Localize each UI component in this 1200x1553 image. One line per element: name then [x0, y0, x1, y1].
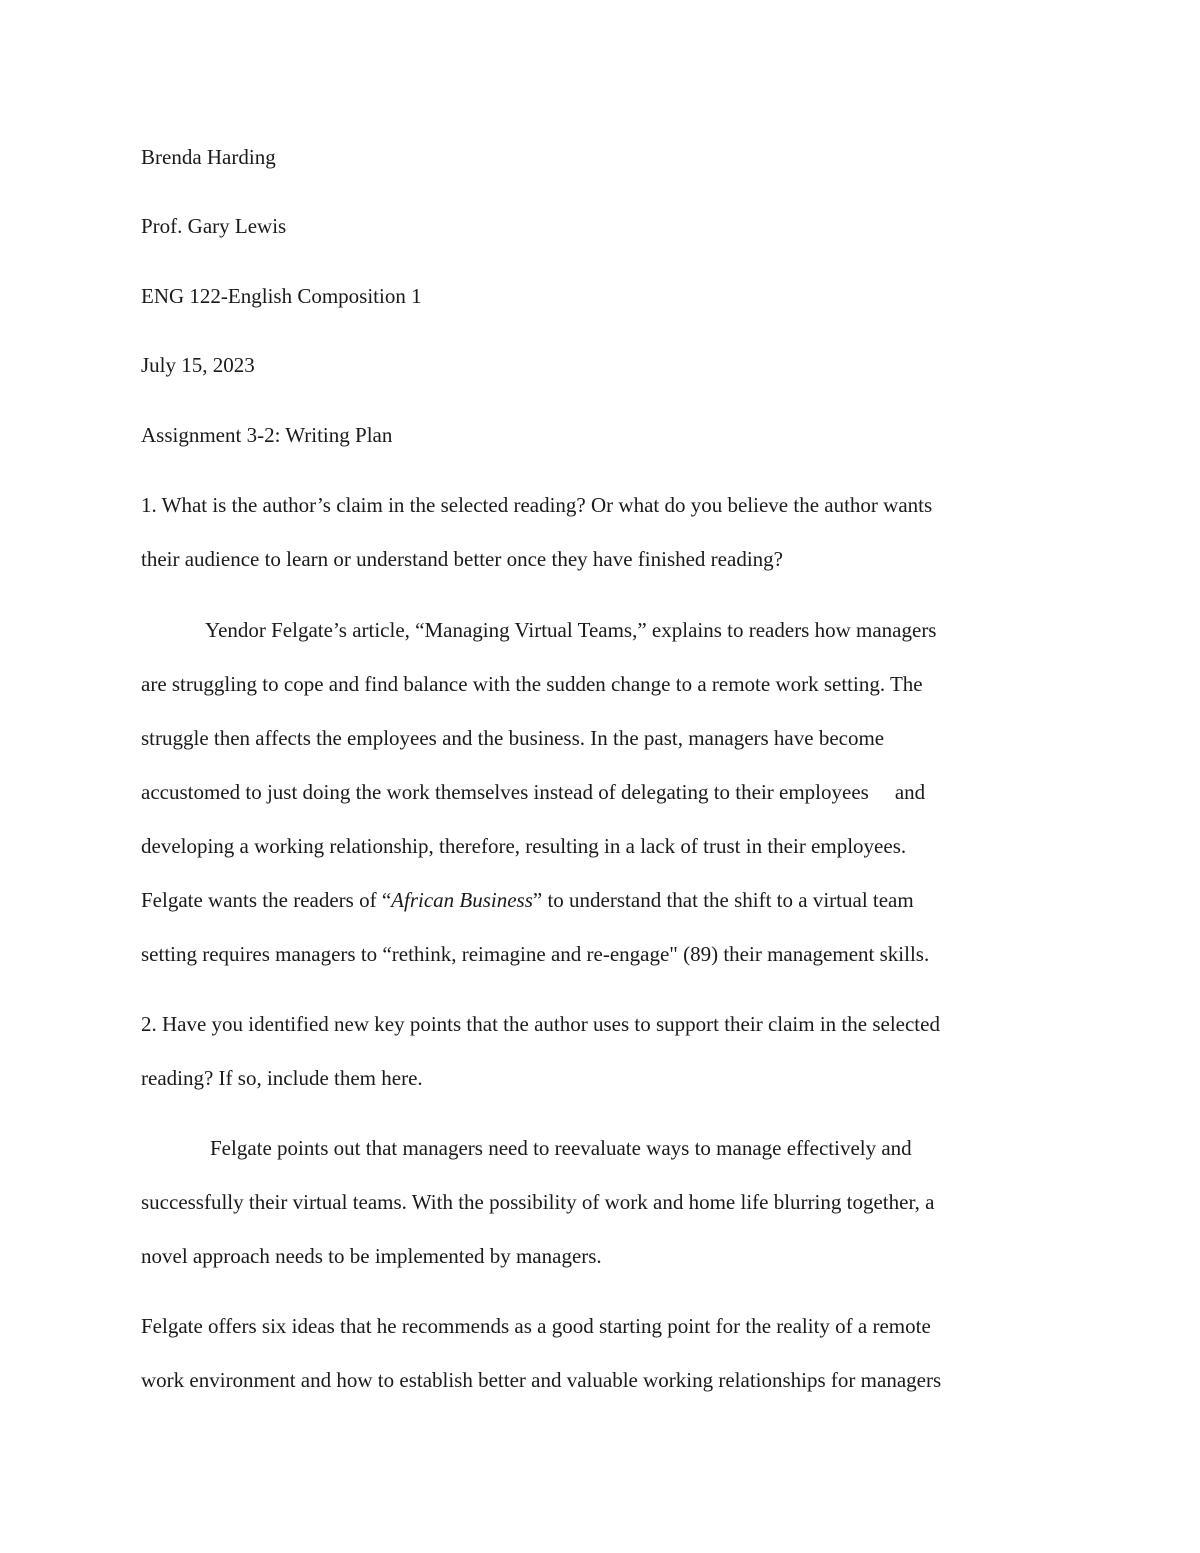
question-1-line: 1. What is the author’s claim in the selected reading? Or what do you believe the author wants	[141, 493, 933, 517]
assignment-title: Assignment 3-2: Writing Plan	[141, 423, 393, 447]
answer-2-line: successfully their virtual teams. With the possibility of work and home life blurring together, a	[141, 1190, 935, 1214]
answer-1-line: are struggling to cope and find balance with the sudden change to a remote work setting. The	[141, 672, 923, 696]
professor-name: Prof. Gary Lewis	[141, 214, 287, 238]
question-1-line: their audience to learn or understand better once they have finished reading?	[141, 547, 783, 571]
answer-1-line	[141, 888, 914, 912]
answer-1-line: struggle then affects the employees and the business. In the past, managers have become	[141, 726, 885, 750]
answer-1-text: and	[894, 780, 926, 804]
answer-3-line: Felgate offers six ideas that he recommends as a good starting point for the reality of a remote	[141, 1314, 931, 1338]
publication-title: African Business	[391, 888, 533, 912]
date: July 15, 2023	[141, 353, 255, 377]
answer-1-text: Felgate wants the readers of “	[141, 888, 392, 912]
answer-1-line: developing a working relationship, therefore, resulting in a lack of trust in their employees.	[141, 834, 907, 858]
answer-2-line: novel approach needs to be implemented by managers.	[141, 1244, 602, 1268]
answer-1-text: ” to understand that the shift to a virtual team	[532, 888, 914, 912]
question-2-line: 2. Have you identified new key points that the author uses to support their claim in the selected	[141, 1012, 940, 1036]
question-2-line: reading? If so, include them here.	[141, 1066, 423, 1090]
answer-1-line: setting requires managers to “rethink, reimagine and re-engage" (89) their management skills.	[141, 942, 930, 966]
student-name: Brenda Harding	[141, 145, 276, 169]
answer-1-text: accustomed to just doing the work themselves instead of delegating to their employees	[141, 780, 869, 804]
answer-1-line: Yendor Felgate’s article, “Managing Virtual Teams,” explains to readers how managers	[205, 618, 937, 642]
answer-2-line: Felgate points out that managers need to reevaluate ways to manage effectively and	[210, 1136, 912, 1160]
course-name: ENG 122-English Composition 1	[141, 284, 422, 308]
answer-3-line: work environment and how to establish better and valuable working relationships for managers	[141, 1368, 942, 1392]
answer-1-line	[141, 780, 925, 804]
